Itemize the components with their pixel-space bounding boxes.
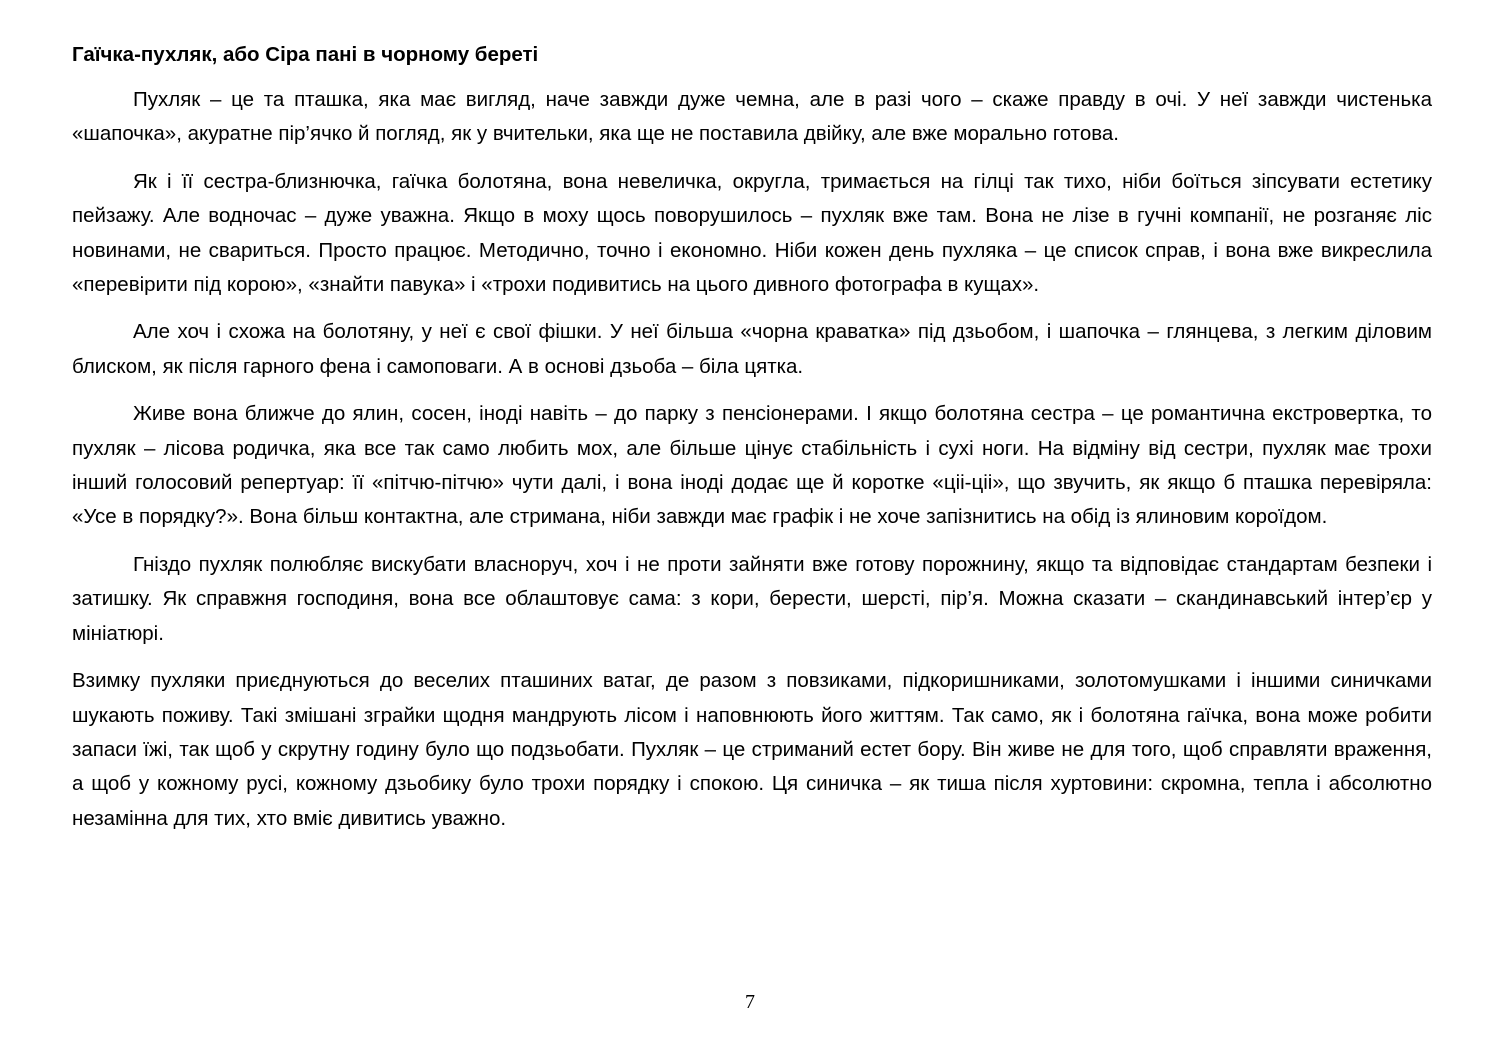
- document-title: Гаїчка-пухляк, або Сіра пані в чорному береті: [72, 43, 539, 66]
- paragraph-6: Взимку пухляки приєднуються до веселих пташиних ватаг, де разом з повзиками, підкоришниками, золотомушками і іншими синичками шукають поживу. Такі змішані зграйки щодня мандрують лісом і наповнюють його життям. Так само, як і болотяна гаїчка, вона може робити запаси їжі, так щоб у скрутну годину було що подзьобати. Пухляк – це стриманий естет бору. Він живе не для того, щоб справляти враження, а щоб у кожному русі, кожному дзьобику було трохи порядку і спокою. Ця синичка – як тиша після хуртовини: скромна, тепла і абсолютно незамінна для тих, хто вміє дивитись уважно.: [72, 669, 1432, 830]
- paragraph-5: Гніздо пухляк полюбляє вискубати власноруч, хоч і не проти зайняти вже готову порожнину, якщо та відповідає стандартам безпеки і затишку. Як справжня господиня, вона все облаштовує сама: з кори, берести, шерсті, пір’я. Можна сказати – скандинавський інтер’єр у мініатюрі.: [72, 552, 1432, 645]
- paragraph-4: Живе вона ближче до ялин, сосен, іноді навіть – до парку з пенсіонерами. І якщо болотяна сестра – це романтична екстровертка, то пухляк – лісова родичка, яка все так само любить мох, але більше цінує стабільність і сухі ноги. На відміну від сестри, пухляк має трохи інший голосовий репертуар: її «пітчю-пітчю» чути далі, і вона іноді додає ще й коротке «ціі-ціі», що звучить, як якщо б пташка перевіряла: «Усе в порядку?». Вона більш контактна, але стримана, ніби завжди має графік і не хоче запізнитись на обід із ялиновим короїдом.: [72, 402, 1432, 529]
- paragraph-1: Пухляк – це та пташка, яка має вигляд, наче завжди дуже чемна, але в разі чого – скаже правду в очі. У неї завжди чистенька «шапочка», акуратне пір’ячко й погляд, як у вчительки, яка ще не поставила двійку, але вже морально готова.: [72, 88, 1432, 146]
- document-page: [72, 40, 1432, 849]
- paragraph-3: Але хоч і схожа на болотяну, у неї є свої фішки. У неї більша «чорна краватка» під дзьобом, і шапочка – глянцева, з легким діловим блиском, як після гарного фена і самоповаги. А в основі дзьоба – біла цятка.: [72, 320, 1432, 378]
- paragraph-2: Як і її сестра-близнючка, гаїчка болотяна, вона невеличка, округла, тримається на гілці так тихо, ніби боїться зіпсувати естетику пейзажу. Але водночас – дуже уважна. Якщо в моху щось поворушилось – пухляк вже там. Вона не лізе в гучні компанії, не розганяє ліс новинами, не свариться. Просто працює. Методично, точно і економно. Ніби кожен день пухляка – це список справ, і вона вже викреслила «перевірити під корою», «знайти павука» і «трохи подивитись на цього дивного фотографа в кущах».: [72, 169, 1432, 297]
- page-number: 7: [745, 991, 755, 1013]
